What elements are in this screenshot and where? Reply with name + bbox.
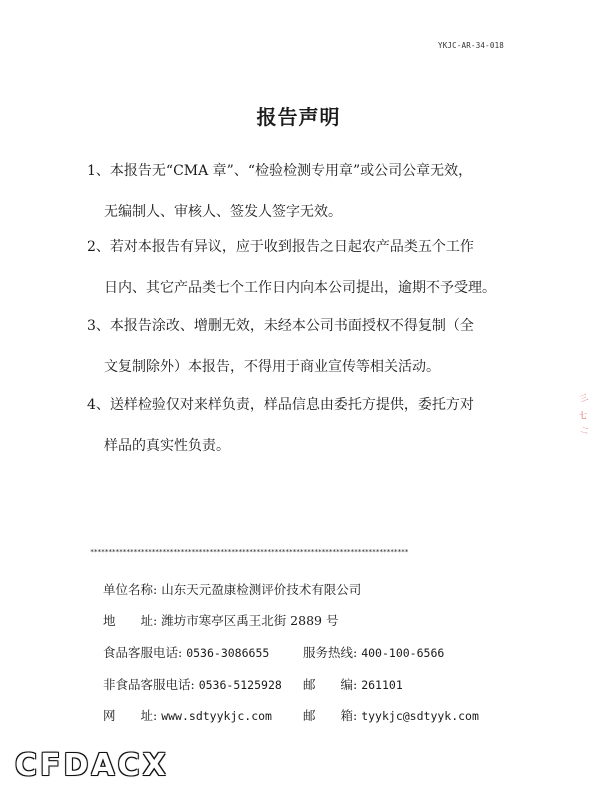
food-phone-value: 0536-3086655: [186, 646, 270, 660]
nonfood-phone-label: 非食品客服电话:: [103, 677, 195, 692]
address-label: 地 址:: [103, 613, 158, 628]
page-title: 报告声明: [256, 105, 341, 129]
asterisk-divider: ****************************************************************************************: [90, 548, 409, 556]
clause-line: 文复制除外）本报告，不得用于商业宣传等相关活动。: [104, 359, 440, 375]
clause-line: 2、若对本报告有异议，应于收到报告之日起农产品类五个工作: [87, 239, 474, 255]
clause-1: [87, 161, 512, 222]
clause-2: [87, 237, 512, 298]
hotline-label: 服务热线:: [303, 645, 358, 660]
clause-3: [87, 316, 512, 377]
nonfood-phone-row: [103, 676, 282, 694]
red-seal-stamp: [573, 372, 597, 462]
clause-line: 4、送样检验仅对来样负责，样品信息由委托方提供，委托方对: [87, 397, 474, 413]
document-code: YKJC-AR-34-018: [437, 41, 504, 50]
watermark-logo: CFDACX: [15, 748, 169, 783]
clause-line: 样品的真实性负责。: [104, 438, 230, 454]
website-row: [103, 707, 272, 725]
address-row: [103, 612, 338, 630]
unit-name-value: 山东天元盈康检测评价技术有限公司: [161, 582, 362, 597]
address-value: 潍坊市寒亭区禹王北街 2889 号: [161, 613, 339, 628]
postcode-value: 261101: [361, 678, 403, 692]
clause-line: 3、本报告涂改、增删无效，未经本公司书面授权不得复制（全: [87, 318, 474, 334]
clause-line: 1、本报告无“CMA 章”、“检验检测专用章”或公司公章无效，: [87, 163, 473, 179]
clause-line: 日内、其它产品类七个工作日内向本公司提出，逾期不予受理。: [104, 280, 496, 296]
svg-text:二: 二: [579, 425, 590, 437]
website-label: 网 址:: [103, 708, 158, 723]
clause-4: [87, 395, 512, 456]
clause-line: 无编制人、审核人、签发人签字无效。: [104, 204, 342, 220]
svg-text:三: 三: [578, 392, 590, 404]
svg-text:七: 七: [579, 411, 587, 420]
email-value: tyykjc@sdtyyk.com: [361, 709, 479, 723]
email-label: 邮 箱:: [303, 708, 358, 723]
email-row: [303, 707, 479, 725]
unit-name-row: [103, 581, 361, 599]
hotline-value: 400-100-6566: [361, 646, 445, 660]
postcode-label: 邮 编:: [303, 677, 358, 692]
website-value: www.sdtyykjc.com: [161, 709, 272, 723]
hotline-row: [303, 644, 444, 662]
postcode-row: [303, 676, 403, 694]
food-phone-label: 食品客服电话:: [103, 645, 183, 660]
nonfood-phone-value: 0536-5125928: [198, 678, 282, 692]
unit-name-label: 单位名称:: [103, 582, 158, 597]
food-phone-row: [103, 644, 269, 662]
